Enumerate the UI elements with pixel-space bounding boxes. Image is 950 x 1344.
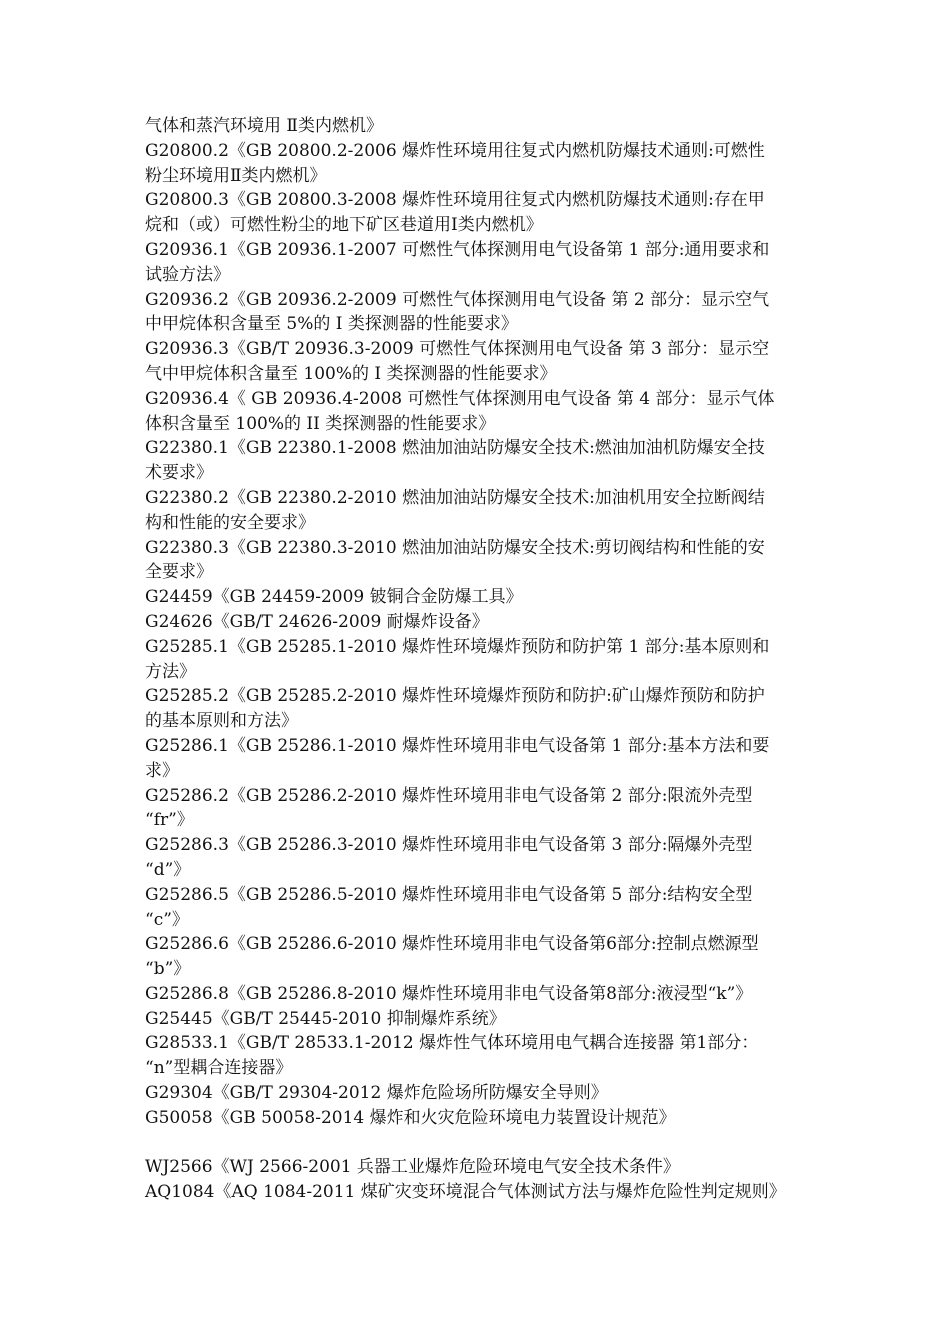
text-line: G28533.1《GB/T 28533.1-2012 爆炸性气体环境用电气耦合连接器 第1部分： (145, 1033, 759, 1054)
text-line: 粉尘环境用Ⅱ类内燃机》 (145, 165, 327, 186)
text-line: G22380.2《GB 22380.2-2010 燃油加油站防爆安全技术:加油机用安全拉断阀结 (145, 487, 765, 508)
text-line: 烷和（或）可燃性粉尘的地下矿区巷道用Ⅰ类内燃机》 (145, 215, 543, 236)
text-line: G25445《GB/T 25445-2010 抑制爆炸系统》 (145, 1008, 506, 1029)
text-line: 气中甲烷体积含量至 100%的 I 类探测器的性能要求》 (145, 363, 557, 384)
text-line: G25286.1《GB 25286.1-2010 爆炸性环境用非电气设备第 1 部分:基本方法和要 (145, 735, 770, 756)
text-line: G20936.4《 GB 20936.4-2008 可燃性气体探测用电气设备 第 4 部分：显示气体 (145, 388, 775, 409)
text-line: 术要求》 (145, 463, 213, 484)
text-line: WJ2566《WJ 2566-2001 兵器工业爆炸危险环境电气安全技术条件》 (145, 1157, 680, 1178)
text-line: 体积含量至 100%的 II 类探测器的性能要求》 (145, 413, 496, 434)
text-line: AQ1084《AQ 1084-2011 煤矿灾变环境混合气体测试方法与爆炸危险性判定规则》 (145, 1182, 786, 1203)
text-line: 方法》 (145, 661, 196, 682)
text-line: G25285.1《GB 25285.1-2010 爆炸性环境爆炸预防和防护第 1 部分:基本原则和 (145, 636, 770, 657)
text-line: “b”》 (145, 959, 191, 980)
text-line: G25286.6《GB 25286.6-2010 爆炸性环境用非电气设备第6部分:控制点燃源型 (145, 934, 759, 955)
paragraph-gap (145, 1131, 815, 1156)
text-line: G20800.2《GB 20800.2-2006 爆炸性环境用往复式内燃机防爆技术通则:可燃性 (145, 140, 765, 161)
standards-group-gb (145, 114, 815, 1131)
text-line: G22380.3《GB 22380.3-2010 燃油加油站防爆安全技术:剪切阀结构和性能的安 (145, 537, 765, 558)
text-line: “fr”》 (145, 810, 194, 831)
text-line: G25286.8《GB 25286.8-2010 爆炸性环境用非电气设备第8部分:液浸型“k”》 (145, 983, 753, 1004)
text-line: G25286.5《GB 25286.5-2010 爆炸性环境用非电气设备第 5 部分:结构安全型 (145, 884, 753, 905)
text-line: 求》 (145, 760, 179, 781)
text-line: G25286.2《GB 25286.2-2010 爆炸性环境用非电气设备第 2 部分:限流外壳型 (145, 785, 753, 806)
standards-group-industry (145, 1155, 815, 1205)
text-line: 的基本原则和方法》 (145, 711, 298, 732)
text-line: 构和性能的安全要求》 (145, 512, 315, 533)
text-line: “d”》 (145, 859, 191, 880)
text-line: G24626《GB/T 24626-2009 耐爆炸设备》 (145, 611, 489, 632)
text-line: G29304《GB/T 29304-2012 爆炸危险场所防爆安全导则》 (145, 1083, 608, 1104)
text-line: G20800.3《GB 20800.3-2008 爆炸性环境用往复式内燃机防爆技术通则:存在甲 (145, 190, 765, 211)
text-line: G24459《GB 24459-2009 铍铜合金防爆工具》 (145, 587, 523, 608)
standards-list (145, 114, 815, 1205)
text-line: 全要求》 (145, 562, 213, 583)
text-line: G25285.2《GB 25285.2-2010 爆炸性环境爆炸预防和防护:矿山爆炸预防和防护 (145, 686, 765, 707)
text-line: G25286.3《GB 25286.3-2010 爆炸性环境用非电气设备第 3 部分:隔爆外壳型 (145, 835, 753, 856)
text-line: 试验方法》 (145, 264, 230, 285)
text-line: G50058《GB 50058-2014 爆炸和火灾危险环境电力装置设计规范》 (145, 1107, 676, 1128)
text-line: 气体和蒸汽环境用 Ⅱ类内燃机》 (145, 116, 383, 136)
text-line: “c”》 (145, 909, 189, 930)
text-line: G20936.3《GB/T 20936.3-2009 可燃性气体探测用电气设备 第 3 部分：显示空 (145, 339, 770, 360)
text-line: G22380.1《GB 22380.1-2008 燃油加油站防爆安全技术:燃油加油机防爆安全技 (145, 438, 765, 459)
text-line: G20936.1《GB 20936.1-2007 可燃性气体探测用电气设备第 1 部分:通用要求和 (145, 239, 770, 260)
text-line: G20936.2《GB 20936.2-2009 可燃性气体探测用电气设备 第 2 部分：显示空气 (145, 289, 770, 310)
text-line: “n”型耦合连接器》 (145, 1058, 293, 1079)
text-line: 中甲烷体积含量至 5%的 I 类探测器的性能要求》 (145, 314, 518, 335)
